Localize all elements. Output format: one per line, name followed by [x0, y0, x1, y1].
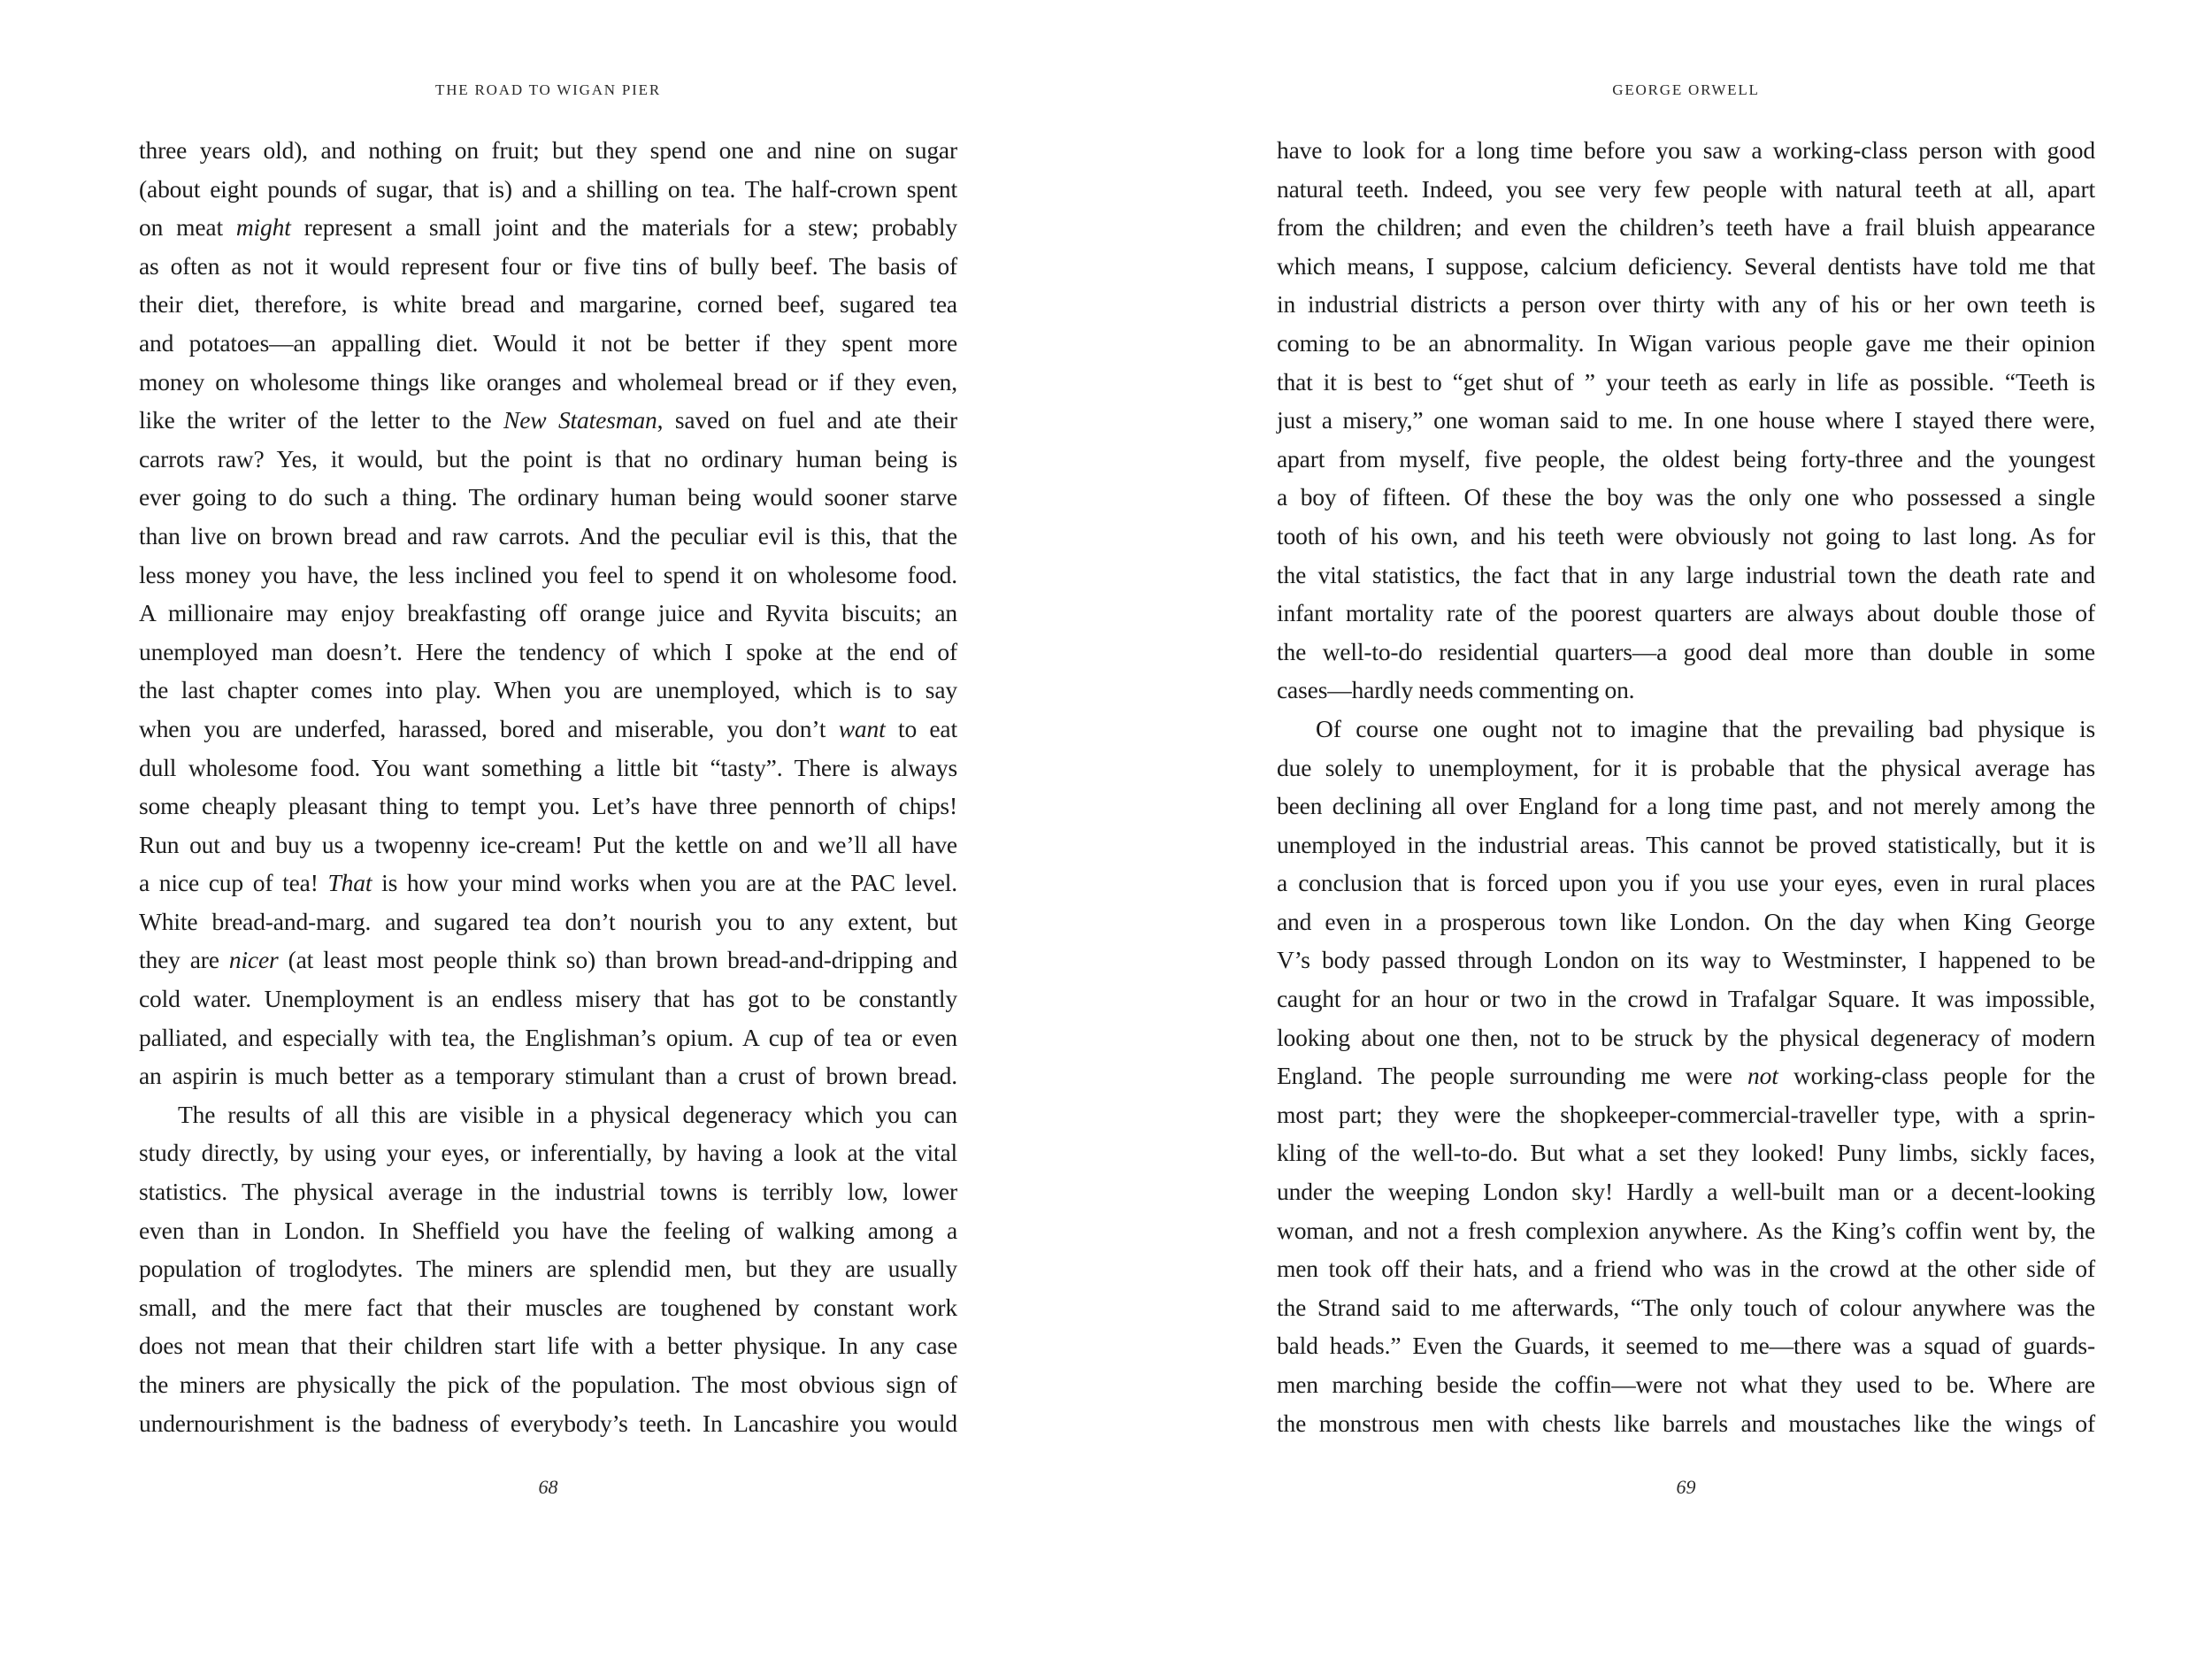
- text-line: The results of all this are visible in a physical degeneracy which you can: [178, 1100, 957, 1128]
- text-line: study directly, by using your eyes, or inferentially, by having a look at the vital: [139, 1139, 957, 1167]
- text-line: caught for an hour or two in the crowd in Trafalgar Square. It was impossible,: [1277, 985, 2095, 1013]
- text-line: a nice cup of tea! That is how your mind works when you are at the PAC level.: [139, 869, 957, 897]
- text-line: under the weeping London sky! Hardly a well-built man or a decent-looking: [1277, 1178, 2095, 1206]
- text-line: unemployed man doesn’t. Here the tendency of which I spoke at the end of: [139, 637, 957, 665]
- text-line: like the writer of the letter to the New Statesman, saved on fuel and ate their: [139, 406, 957, 434]
- text-line: natural teeth. Indeed, you see very few people with natural teeth at all, apart: [1277, 174, 2095, 203]
- text-line: than live on brown bread and raw carrots. And the peculiar evil is this, that the: [139, 521, 957, 549]
- text-line: as often as not it would represent four or five tins of bully beef. The basis of: [139, 251, 957, 280]
- text-line: even than in London. In Sheffield you have the feeling of walking among a: [139, 1216, 957, 1244]
- text-line: cold water. Unemployment is an endless misery that has got to be constantly: [139, 985, 957, 1013]
- italic-word: want: [838, 714, 886, 742]
- text-line: a boy of fifteen. Of these the boy was the only one who possessed a single: [1277, 483, 2095, 511]
- text-line: woman, and not a fresh complexion anywhere. As the King’s coffin went by, the: [1277, 1216, 2095, 1244]
- text-line: tooth of his own, and his teeth were obviously not going to last long. As for: [1277, 521, 2095, 549]
- text-line: their diet, therefore, is white bread and margarine, corned beef, sugared tea: [139, 290, 957, 319]
- text-line: a conclusion that is forced upon you if you use your eyes, even in rural places: [1277, 869, 2095, 897]
- text-line: some cheaply pleasant thing to tempt you. Let’s have three pennorth of chips!: [139, 792, 957, 820]
- text-line: from the children; and even the children’s teeth have a frail bluish appearance: [1277, 213, 2095, 242]
- text-line: which means, I suppose, calcium deficiency. Several dentists have told me that: [1277, 251, 2095, 280]
- left-paragraph-1: [139, 131, 957, 1095]
- text-line: men took off their hats, and a friend who was in the crowd at the other side of: [1277, 1255, 2095, 1283]
- text-line: and even in a prosperous town like London. On the day when King George: [1277, 907, 2095, 935]
- text-line: carrots raw? Yes, it would, but the point is that no ordinary human being is: [139, 444, 957, 472]
- text-line: cases—hardly needs commenting on.: [1277, 676, 1635, 704]
- text-line: looking about one then, not to be struck by the physical degeneracy of modern: [1277, 1023, 2095, 1051]
- text-line: the miners are physically the pick of the population. The most obvious sign of: [139, 1371, 957, 1398]
- text-line: ever going to do such a thing. The ordinary human being would sooner starve: [139, 483, 957, 511]
- text-line: undernourishment is the badness of everybody’s teeth. In Lancashire you would: [139, 1409, 957, 1437]
- italic-word: That: [327, 869, 373, 897]
- page-number-left: 68: [538, 1476, 558, 1498]
- running-head-left: THE ROAD TO WIGAN PIER: [435, 81, 661, 98]
- text-line: palliated, and especially with tea, the Englishman’s opium. A cup of tea or even: [139, 1023, 957, 1051]
- text-line: bald heads.” Even the Guards, it seemed to me—there was a squad of guards-: [1277, 1332, 2095, 1360]
- italic-word: nicer: [228, 946, 279, 974]
- right-body-text: [1277, 131, 2095, 1442]
- text-line: that it is best to “get shut of ” your teeth as early in life as possible. “Teeth is: [1277, 367, 2095, 396]
- text-line: dull wholesome food. You want something a little bit “tasty”. There is always: [139, 753, 957, 781]
- text-line: V’s body passed through London on its way to Westminster, I happened to be: [1277, 946, 2095, 974]
- page-number-right: 69: [1676, 1476, 1696, 1498]
- left-body-text: [139, 131, 957, 1442]
- italic-word: not: [1747, 1062, 1778, 1090]
- text-line: have to look for a long time before you saw a working-class person with good: [1277, 136, 2095, 164]
- text-line: an aspirin is much better as a temporary stimulant than a crust of brown bread.: [139, 1062, 957, 1090]
- text-line: Run out and buy us a twopenny ice-cream! Put the kettle on and we’ll all have: [139, 830, 957, 858]
- text-line: statistics. The physical average in the industrial towns is terribly low, lower: [139, 1178, 957, 1206]
- right-page: [1277, 0, 2095, 1659]
- text-line: infant mortality rate of the poorest quarters are always about double those of: [1277, 599, 2095, 627]
- italic-word: might: [235, 213, 291, 242]
- right-paragraph-1: [1277, 131, 2095, 710]
- text-line: the last chapter comes into play. When you are unemployed, which is to say: [139, 676, 957, 704]
- text-line: in industrial districts a person over thirty with any of his or her own teeth is: [1277, 290, 2095, 319]
- text-line: does not mean that their children start life with a better physique. In any case: [139, 1332, 957, 1360]
- text-line: most part; they were the shopkeeper-commercial-traveller type, with a sprin-: [1277, 1100, 2095, 1128]
- text-line: small, and the mere fact that their muscles are toughened by constant work: [139, 1293, 957, 1321]
- text-line: England. The people surrounding me were not working-class people for the: [1277, 1062, 2095, 1090]
- text-line: the monstrous men with chests like barrels and moustaches like the wings of: [1277, 1409, 2095, 1437]
- text-line: apart from myself, five people, the oldest being forty-three and the youngest: [1277, 444, 2095, 472]
- text-line: they are nicer (at least most people think so) than brown bread-and-dripping and: [139, 946, 957, 974]
- text-line: on meat might represent a small joint and the materials for a stew; probably: [139, 213, 957, 242]
- text-line: and potatoes—an appalling diet. Would it not be better if they spent more: [139, 328, 957, 357]
- text-line: money on wholesome things like oranges and wholemeal bread or if they even,: [139, 367, 957, 396]
- text-line: been declining all over England for a long time past, and not merely among the: [1277, 792, 2095, 820]
- text-line: population of troglodytes. The miners are splendid men, but they are usually: [139, 1255, 957, 1283]
- text-line: kling of the well-to-do. But what a set they looked! Puny limbs, sickly faces,: [1277, 1139, 2095, 1167]
- left-page: [139, 0, 957, 1659]
- text-line: due solely to unemployment, for it is probable that the physical average has: [1277, 753, 2095, 781]
- text-line: men marching beside the coffin—were not what they used to be. Where are: [1277, 1371, 2095, 1398]
- text-line: (about eight pounds of sugar, that is) and a shilling on tea. The half-crown spent: [139, 174, 957, 203]
- right-paragraph-2: [1277, 710, 2095, 1442]
- left-paragraph-2: [139, 1095, 957, 1442]
- text-line: unemployed in the industrial areas. This cannot be proved statistically, but it is: [1277, 830, 2095, 858]
- text-line: White bread-and-marg. and sugared tea don’t nourish you to any extent, but: [139, 907, 957, 935]
- italic-word: New Statesman: [503, 406, 657, 434]
- text-line: the vital statistics, the fact that in any large industrial town the death rate and: [1277, 560, 2095, 588]
- text-line: when you are underfed, harassed, bored and miserable, you don’t want to eat: [139, 714, 957, 742]
- text-line: less money you have, the less inclined you feel to spend it on wholesome food.: [139, 560, 957, 588]
- text-line: the Strand said to me afterwards, “The only touch of colour anywhere was the: [1277, 1293, 2095, 1321]
- running-head-right: GEORGE ORWELL: [1612, 81, 1760, 98]
- text-line: Of course one ought not to imagine that the prevailing bad physique is: [1316, 714, 2095, 742]
- text-line: the well-to-do residential quarters—a good deal more than double in some: [1277, 637, 2095, 665]
- text-line: A millionaire may enjoy breakfasting off orange juice and Ryvita biscuits; an: [139, 599, 957, 627]
- text-line: just a misery,” one woman said to me. In one house where I stayed there were,: [1277, 406, 2095, 434]
- text-line: coming to be an abnormality. In Wigan various people gave me their opinion: [1277, 328, 2095, 357]
- text-line: three years old), and nothing on fruit; but they spend one and nine on sugar: [139, 136, 957, 164]
